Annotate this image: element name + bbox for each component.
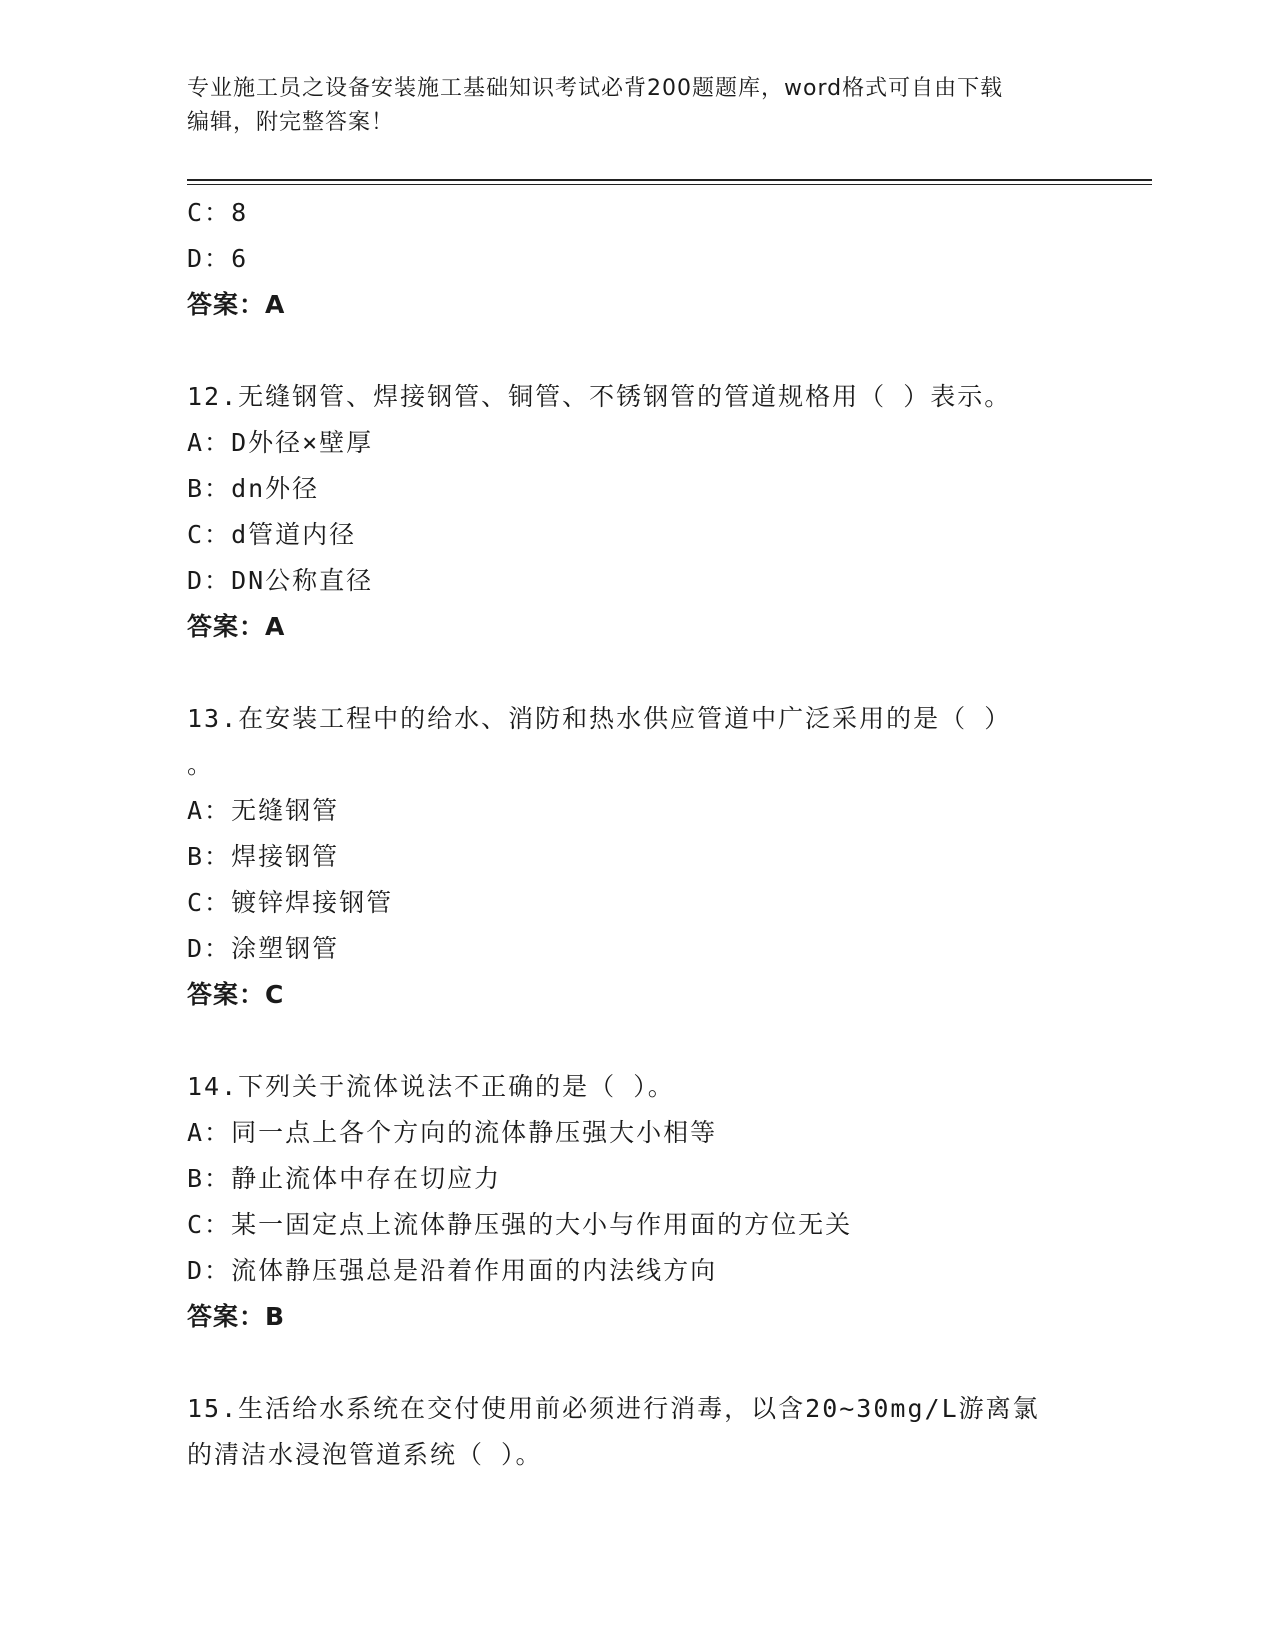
option-text: 静止流体中存在切应力 [231,1164,502,1193]
question-15 [187,1386,1087,1478]
question-13 [187,696,1087,1018]
option-c [187,190,1087,236]
option-text: dn外径 [231,474,320,503]
option-a [187,788,1087,834]
option-c [187,1202,1087,1248]
option-letter: D： [187,934,232,963]
option-text: 焊接钢管 [231,842,340,871]
question-stem: 13.在安装工程中的给水、消防和热水供应管道中广泛采用的是（ ） [187,704,1012,733]
question-stem-cont: 。 [187,750,215,779]
question-stem: 15.生活给水系统在交付使用前必须进行消毒，以含20~30mg/L游离氯 [187,1394,1040,1423]
option-letter: A： [187,428,232,457]
option-a [187,1110,1087,1156]
header-divider-thin [187,184,1152,185]
option-text: D外径×壁厚 [231,428,374,457]
answer-line: 答案：C [187,980,285,1009]
option-letter: C： [187,888,232,917]
option-letter: D： [187,244,232,273]
answer-line: 答案：A [187,290,286,319]
option-letter: B： [187,474,232,503]
option-text: 流体静压强总是沿着作用面的内法线方向 [231,1256,718,1285]
question-14 [187,1064,1087,1340]
answer-line: 答案：A [187,612,286,641]
option-letter: C： [187,198,232,227]
option-text: 6 [231,244,249,273]
question-list [187,190,1087,1478]
option-b [187,466,1087,512]
question-stem-cont: 的清洁水浸泡管道系统（ ）。 [187,1440,543,1469]
option-text: d管道内径 [231,520,357,549]
option-letter: D： [187,1256,232,1285]
option-c [187,512,1087,558]
option-text: 涂塑钢管 [231,934,340,963]
answer-line: 答案：B [187,1302,286,1331]
option-text: 同一点上各个方向的流体静压强大小相等 [231,1118,718,1147]
header-line-1: 专业施工员之设备安装施工基础知识考试必背200题题库，word格式可自由下载 [187,76,1004,101]
option-letter: B： [187,1164,232,1193]
option-d [187,1248,1087,1294]
option-text: DN公称直径 [231,566,374,595]
option-letter: C： [187,1210,232,1239]
option-letter: C： [187,520,232,549]
option-letter: B： [187,842,232,871]
option-b [187,1156,1087,1202]
option-d [187,558,1087,604]
option-d [187,926,1087,972]
option-c [187,880,1087,926]
option-d [187,236,1087,282]
option-letter: D： [187,566,232,595]
option-letter: A： [187,796,232,825]
option-text: 镀锌焊接钢管 [231,888,394,917]
option-text: 无缝钢管 [231,796,340,825]
option-b [187,834,1087,880]
option-letter: A： [187,1118,232,1147]
prev-question [187,190,1087,328]
header-divider [187,179,1152,181]
document-header [187,72,1087,140]
option-a [187,420,1087,466]
question-12 [187,374,1087,650]
option-text: 某一固定点上流体静压强的大小与作用面的方位无关 [231,1210,853,1239]
option-text: 8 [231,198,249,227]
header-line-2: 编辑，附完整答案！ [187,110,395,135]
question-stem: 14.下列关于流体说法不正确的是（ ）。 [187,1072,675,1101]
question-stem: 12.无缝钢管、焊接钢管、铜管、不锈钢管的管道规格用（ ）表示。 [187,382,1012,411]
